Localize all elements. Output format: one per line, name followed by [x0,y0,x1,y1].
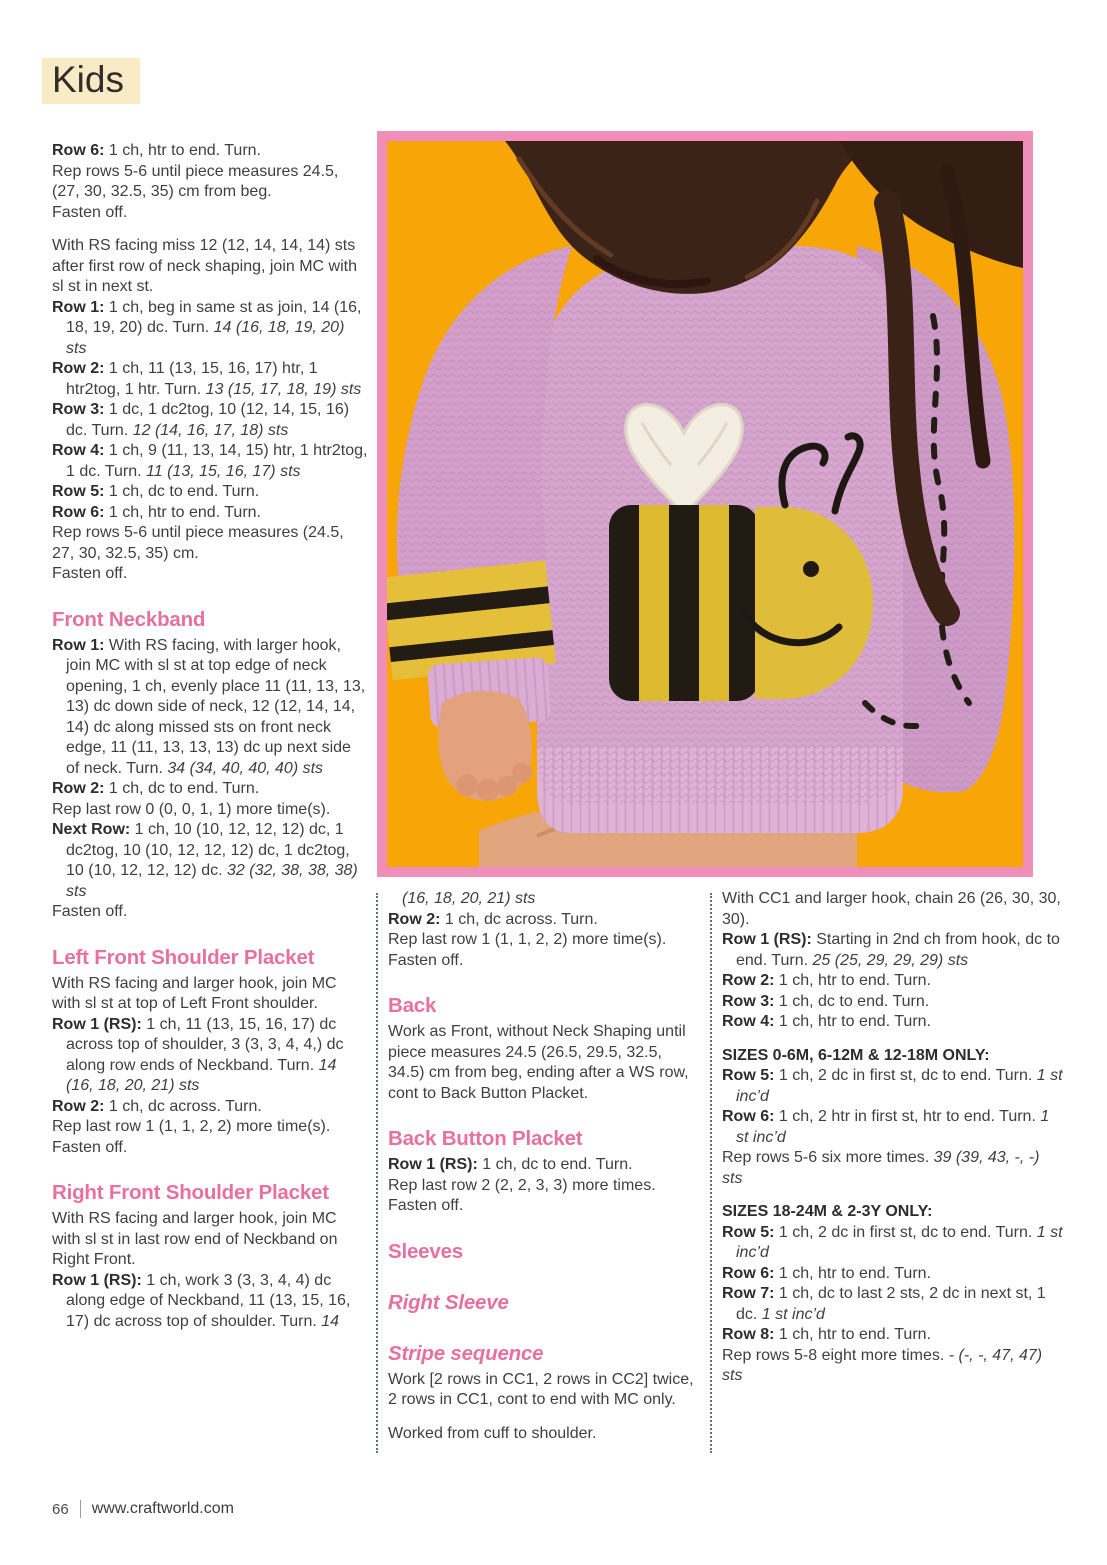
pattern-paragraph: Row 2: 1 ch, dc across. Turn. [52,1097,262,1115]
pattern-paragraph: Fasten off. [388,951,464,969]
pattern-paragraph: Row 2: 1 ch, 11 (13, 15, 16, 17) htr, 1 htr2tog, 1 htr. Turn. 13 (15, 17, 18, 19) sts [52,360,362,398]
pattern-paragraph: Row 1: 1 ch, beg in same st as join, 14 (16, 18, 19, 20) dc. Turn. 14 (16, 18, 19, 20) sts [52,298,362,357]
pattern-paragraph: Fasten off. [52,203,128,221]
pattern-paragraph: Rep last row 0 (0, 0, 1, 1) more time(s). [52,800,331,818]
pattern-paragraph: Rep rows 5-6 six more times. 39 (39, 43, -, -) sts [722,1149,1040,1187]
pattern-paragraph: Fasten off. [52,903,128,920]
pattern-paragraph: Work [2 rows in CC1, 2 rows in CC2] twice, 2 rows in CC1, cont to end with MC only. [388,1370,694,1408]
page-number: 66 [52,1500,69,1518]
pattern-paragraph: Fasten off. [52,565,128,582]
pattern-paragraph: Row 7: 1 ch, dc to last 2 sts, 2 dc in next st, 1 dc. 1 st inc’d [722,1285,1046,1323]
pattern-paragraph: Row 6: 1 ch, htr to end. Turn. [722,1264,931,1282]
pattern-paragraph: Row 1 (RS): 1 ch, 11 (13, 15, 16, 17) dc across top of shoulder, 3 (3, 3, 4, 4,) dc along row ends of Neckband. Turn. 14 (16, 18, 20, 21) sts [52,1015,344,1094]
pattern-paragraph: Next Row: 1 ch, 10 (10, 12, 12, 12) dc, 1 dc2tog, 10 (10, 12, 12, 12) dc, 1 dc2tog, 10 (10, 12, 12, 12) dc. 32 (32, 38, 38, 38) sts [52,821,358,900]
pattern-paragraph: Worked from cuff to shoulder. [388,1424,597,1442]
pattern-paragraph: Fasten off. [52,1138,128,1156]
column-divider-dotted [710,893,712,1453]
pattern-paragraph: Rep last row 2 (2, 2, 3, 3) more times. [388,1176,656,1194]
pattern-paragraph: Rep rows 5-6 until piece measures (24.5, 27, 30, 32.5, 35) cm. [52,524,344,562]
pattern-paragraph: Row 2: 1 ch, dc across. Turn. [388,910,598,928]
bee-stripe [639,505,669,701]
pattern-paragraph: Row 6: 1 ch, 2 htr in first st, htr to end. Turn. 1 st inc’d [722,1108,1050,1146]
spacer [388,1104,702,1117]
spacer [388,1217,702,1230]
spacer [388,1268,702,1281]
pattern-paragraph: Row 8: 1 ch, htr to end. Turn. [722,1326,931,1343]
pattern-paragraph: Fasten off. [388,1197,464,1214]
pattern-paragraph: Row 1: With RS facing, with larger hook, join MC with sl st at top edge of neck opening, 1 ch, evenly place 11 (11, 13, 13, 13) dc down side of neck, 12 (12, 14, 14, 14) dc along missed sts on front neck edge, 11 (11, 13, 13, 13) dc up next side of neck. Turn. 34 (34, 40, 40, 40) sts [52,636,366,777]
pattern-paragraph: Row 4: 1 ch, htr to end. Turn. [722,1013,931,1030]
spacer [722,1189,1064,1202]
bee-eye [803,561,819,577]
spacer [52,585,368,598]
pattern-paragraph: Row 5: 1 ch, 2 dc in first st, dc to end. Turn. 1 st inc’d [722,1223,1063,1261]
pattern-paragraph: (16, 18, 20, 21) sts [402,890,536,907]
pattern-paragraph: Row 1 (RS): Starting in 2nd ch from hook, dc to end. Turn. 25 (25, 29, 29, 29) sts [722,931,1060,969]
section-label: Kids [42,58,140,104]
section-heading: Right Sleeve [388,1290,509,1314]
pattern-photo [377,131,1033,877]
section-heading: Sleeves [388,1239,463,1263]
pattern-paragraph: Row 1 (RS): 1 ch, dc to end. Turn. [388,1156,633,1173]
page-footer [52,1500,234,1518]
pattern-paragraph: Rep rows 5-6 until piece measures 24.5, (27, 30, 32.5, 35) cm from beg. [52,162,339,200]
pattern-paragraph: Row 2: 1 ch, dc to end. Turn. [52,780,260,797]
pattern-paragraph: With RS facing and larger hook, join MC with sl st at top of Left Front shoulder. [52,974,337,1012]
column-divider-dotted [376,893,378,1453]
pattern-paragraph: Row 3: 1 ch, dc to end. Turn. [722,992,930,1010]
pattern-paragraph: Row 2: 1 ch, htr to end. Turn. [722,972,931,989]
pattern-paragraph: With RS facing and larger hook, join MC with sl st in last row end of Neckband on Right Front. [52,1210,338,1268]
pattern-paragraph: Rep last row 1 (1, 1, 2, 2) more time(s). [388,931,667,948]
spacer [52,1158,368,1171]
pattern-paragraph: Rep last row 1 (1, 1, 2, 2) more time(s). [52,1118,331,1135]
pattern-paragraph: Row 5: 1 ch, 2 dc in first st, dc to end. Turn. 1 st inc’d [722,1067,1063,1105]
footer-site-url: www.craftworld.com [91,1500,234,1517]
bee-stripe [699,505,729,701]
spacer [52,223,368,236]
pattern-paragraph: With CC1 and larger hook, chain 26 (26, 30, 30, 30). [722,890,1061,928]
pattern-paragraph: Row 5: 1 ch, dc to end. Turn. [52,483,260,500]
bee-body [609,505,759,701]
pattern-column-right [722,889,1064,1387]
section-heading: Right Front Shoulder Placket [52,1181,329,1204]
child-hand [439,691,532,801]
pattern-paragraph: Work as Front, without Neck Shaping until piece measures 24.5 (26.5, 29.5, 32.5, 34.5) cm from beg, ending after a WS row, cont to Back Button Placket. [388,1023,689,1102]
spacer [52,923,368,936]
photo-illustration [387,141,1023,867]
section-heading: Back Button Placket [388,1127,583,1150]
pattern-paragraph: Rep rows 5-8 eight more times. - (-, -, 47, 47) sts [722,1346,1043,1384]
pattern-paragraph: SIZES 0-6M, 6-12M & 12-18M ONLY: [722,1046,990,1064]
spacer [388,971,702,984]
spacer [722,1033,1064,1046]
section-heading: Back [388,994,437,1017]
pattern-column-left [52,141,368,1332]
pattern-paragraph: Row 3: 1 dc, 1 dc2tog, 10 (12, 14, 15, 16) dc. Turn. 12 (14, 16, 17, 18) sts [52,401,350,439]
pattern-paragraph: Row 6: 1 ch, htr to end. Turn. [52,503,261,521]
pattern-paragraph: With RS facing miss 12 (12, 14, 14, 14) sts after first row of neck shaping, join MC with sl st in next st. [52,237,358,295]
pattern-column-middle [388,889,702,1444]
footer-divider [80,1500,81,1518]
section-heading: Front Neckband [52,607,206,631]
pattern-paragraph: Row 6: 1 ch, htr to end. Turn. [52,142,261,159]
section-heading: Left Front Shoulder Placket [52,945,315,969]
pattern-paragraph: Row 1 (RS): 1 ch, work 3 (3, 3, 4, 4) dc along edge of Neckband, 11 (13, 15, 16, 17) dc across top of shoulder. Turn. 14 [52,1271,351,1330]
pattern-paragraph: Row 4: 1 ch, 9 (11, 13, 14, 15) htr, 1 htr2tog, 1 dc. Turn. 11 (13, 15, 16, 17) sts [52,442,368,480]
spacer [388,1411,702,1424]
section-heading: Stripe sequence [388,1341,544,1365]
spacer [388,1319,702,1332]
pattern-paragraph: SIZES 18-24M & 2-3Y ONLY: [722,1203,933,1220]
